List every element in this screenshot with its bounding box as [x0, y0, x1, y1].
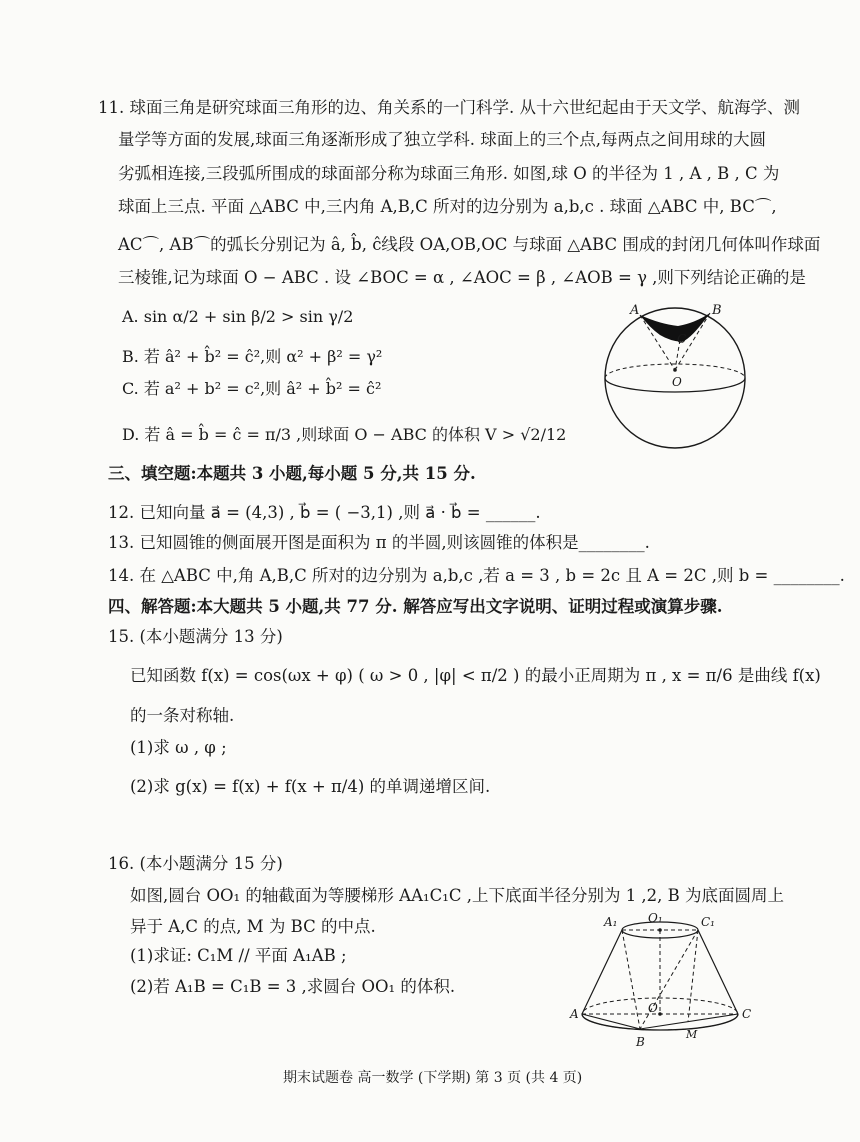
q11-line-6: 三棱锥,记为球面 O − ABC . 设 ∠BOC = α , ∠AOC = β , ∠AOB = γ ,则下列结论正确的是	[118, 268, 806, 287]
q12-text: 12. 已知向量 a⃗ = (4,3) , b⃗ = ( −3,1) ,则 a⃗ · b⃗ = ______.	[108, 503, 541, 522]
q15-line-2: 的一条对称轴.	[130, 706, 235, 725]
frustum-label-o: O	[648, 1001, 658, 1015]
q15-heading: 15. (本小题满分 13 分)	[108, 627, 283, 646]
section-4-heading: 四、解答题:本大题共 5 小题,共 77 分. 解答应写出文字说明、证明过程或演算步骤.	[108, 597, 723, 616]
q11-option-d: D. 若 â = b̂ = ĉ = π/3 ,则球面 O − ABC 的体积 V > √2/12	[122, 425, 567, 444]
q11-line-3: 劣弧相连接,三段弧所围成的球面部分称为球面三角形. 如图,球 O 的半径为 1 , A , B , C 为	[118, 164, 780, 183]
q11-line-1: 11. 球面三角是研究球面三角形的边、角关系的一门科学. 从十六世纪起由于天文学、航海学、测	[98, 98, 800, 117]
q16-heading: 16. (本小题满分 15 分)	[108, 854, 283, 873]
q13-text: 13. 已知圆锥的侧面展开图是面积为 π 的半圆,则该圆锥的体积是________.	[108, 533, 650, 552]
q11-option-b: B. 若 â² + b̂² = ĉ²,则 α² + β² = γ²	[122, 347, 383, 366]
q11-option-c: C. 若 a² + b² = c²,则 â² + b̂² = ĉ²	[122, 379, 382, 398]
q16-line-2: 异于 A,C 的点, M 为 BC 的中点.	[130, 917, 376, 936]
sphere-label-c: C	[677, 332, 687, 346]
sphere-label-b: B	[712, 303, 722, 318]
q11-line-2: 量学等方面的发展,球面三角逐渐形成了独立学科. 球面上的三个点,每两点之间用球的大圆	[118, 130, 766, 149]
q11-line-4: 球面上三点. 平面 △ABC 中,三内角 A,B,C 所对的边分别为 a,b,c . 球面 △ABC 中, BC⌒,	[118, 197, 777, 216]
q15-part-2: (2)求 g(x) = f(x) + f(x + π/4) 的单调递增区间.	[130, 777, 491, 796]
q14-text: 14. 在 △ABC 中,角 A,B,C 所对的边分别为 a,b,c ,若 a = 3 , b = 2c 且 A = 2C ,则 b = ________.	[108, 566, 845, 585]
sphere-label-a: A	[630, 303, 640, 318]
q15-part-1: (1)求 ω , φ ;	[130, 738, 227, 757]
frustum-label-a: A	[570, 1007, 579, 1021]
q16-part-1: (1)求证: C₁M // 平面 A₁AB ;	[130, 946, 347, 965]
frustum-figure	[568, 908, 758, 1050]
frustum-label-c: C	[742, 1007, 752, 1021]
frustum-label-a1: A₁	[604, 915, 618, 929]
q11-line-5: AC⌒, AB⌒的弧长分别记为 â, b̂, ĉ线段 OA,OB,OC 与球面 △ABC 围成的封闭几何体叫作球面	[118, 235, 821, 254]
q15-line-1: 已知函数 f(x) = cos(ωx + φ) ( ω > 0 , |φ| < π/2 ) 的最小正周期为 π , x = π/6 是曲线 f(x)	[130, 666, 821, 685]
sphere-figure	[600, 298, 750, 453]
q16-line-1: 如图,圆台 OO₁ 的轴截面为等腰梯形 AA₁C₁C ,上下底面半径分别为 1 ,2, B 为底面圆周上	[130, 886, 785, 905]
frustum-label-o1: O₁	[648, 911, 663, 925]
q11-option-a: A. sin α/2 + sin β/2 > sin γ/2	[122, 307, 354, 326]
section-3-heading: 三、填空题:本题共 3 小题,每小题 5 分,共 15 分.	[108, 464, 476, 483]
frustum-label-b: B	[636, 1035, 645, 1049]
q16-part-2: (2)若 A₁B = C₁B = 3 ,求圆台 OO₁ 的体积.	[130, 977, 456, 996]
page-footer: 期末试题卷 高一数学 (下学期) 第 3 页 (共 4 页)	[283, 1070, 583, 1086]
sphere-label-o: O	[672, 375, 682, 389]
frustum-label-m: M	[686, 1028, 698, 1041]
frustum-label-c1: C₁	[701, 915, 715, 929]
